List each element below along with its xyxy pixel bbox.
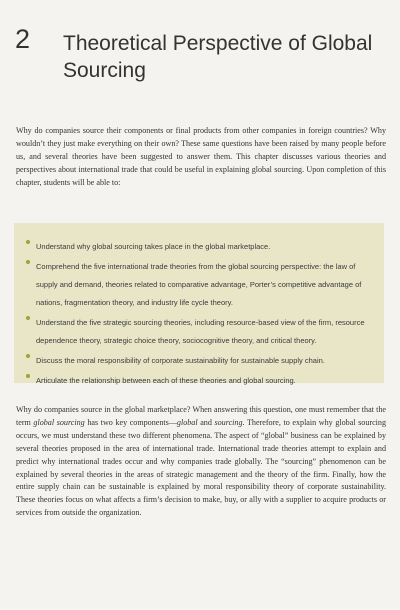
objectives-list bbox=[24, 236, 376, 390]
objective-text: Understand the five strategic sourcing theories, including resource-based view of the firm, resource dependence theory, strategic choice theory, sociocognitive theory, and critical theory. bbox=[36, 318, 365, 345]
learning-objectives-box bbox=[14, 223, 384, 383]
bullet-dot-icon bbox=[26, 240, 30, 244]
list-item bbox=[24, 236, 376, 254]
objective-text: Understand why global sourcing takes place in the global marketplace. bbox=[36, 242, 271, 251]
body-text-segment: has two key components— bbox=[84, 417, 177, 427]
body-text-segment: and bbox=[197, 417, 215, 427]
bullet-dot-icon bbox=[26, 316, 30, 320]
list-item bbox=[24, 256, 376, 310]
body-emphasis: global sourcing bbox=[33, 417, 85, 427]
objective-text: Discuss the moral responsibility of corporate sustainability for sustainable supply chain. bbox=[36, 356, 325, 365]
chapter-title: Theoretical Perspective of Global Sourcing bbox=[63, 32, 373, 82]
body-text-segment: . Therefore, to explain why global sourcing occurs, we must understand these two different phenomena. The aspect of “global” business can be explained by several theories proposed in the area of international trade. International trade theories attempt to explain and predict why international trades occur and why companies trade globally. The “sourcing” phenomenon can be explained by several theories in the areas of strategic management and the theory of the firm. Finally, how the entire supply chain can be sustainable is explained by moral responsibility theory of corporate sustainability. These theories focus on what affects a firm’s decision to make, buy, or ally with a supplier to acquire products or services from outside the organization. bbox=[16, 417, 387, 518]
chapter-number: 2 bbox=[15, 24, 31, 54]
bullet-dot-icon bbox=[26, 354, 30, 358]
objective-text: Articulate the relationship between each of these theories and global sourcing. bbox=[36, 376, 296, 385]
list-item bbox=[24, 370, 376, 388]
body-text-segment: Why do companies source in the global marketplace? When answering this question, one must remember that the term bbox=[16, 405, 386, 427]
body-emphasis: sourcing bbox=[214, 417, 243, 427]
intro-paragraph: Why do companies source their components or final products from other companies in foreign countries? Why wouldn’t they just make everything on their own? These same questions have been raised by many people before us, and several theories have been suggested to answer them. This chapter discusses various theories and perspectives about international trade that could be useful in explaining global sourcing. Upon completion of this chapter, students will be able to: bbox=[16, 126, 386, 188]
objective-text: Comprehend the five international trade theories from the global sourcing perspective: the law of supply and demand, theories related to comparative advantage, Porter’s competitive advantage of nations, fragmentation theory, and industry life cycle theory. bbox=[36, 262, 362, 307]
body-paragraph bbox=[16, 404, 386, 520]
list-item bbox=[24, 350, 376, 368]
body-emphasis: global bbox=[176, 417, 198, 427]
bullet-dot-icon bbox=[26, 374, 30, 378]
bullet-dot-icon bbox=[26, 260, 30, 264]
list-item bbox=[24, 312, 376, 348]
